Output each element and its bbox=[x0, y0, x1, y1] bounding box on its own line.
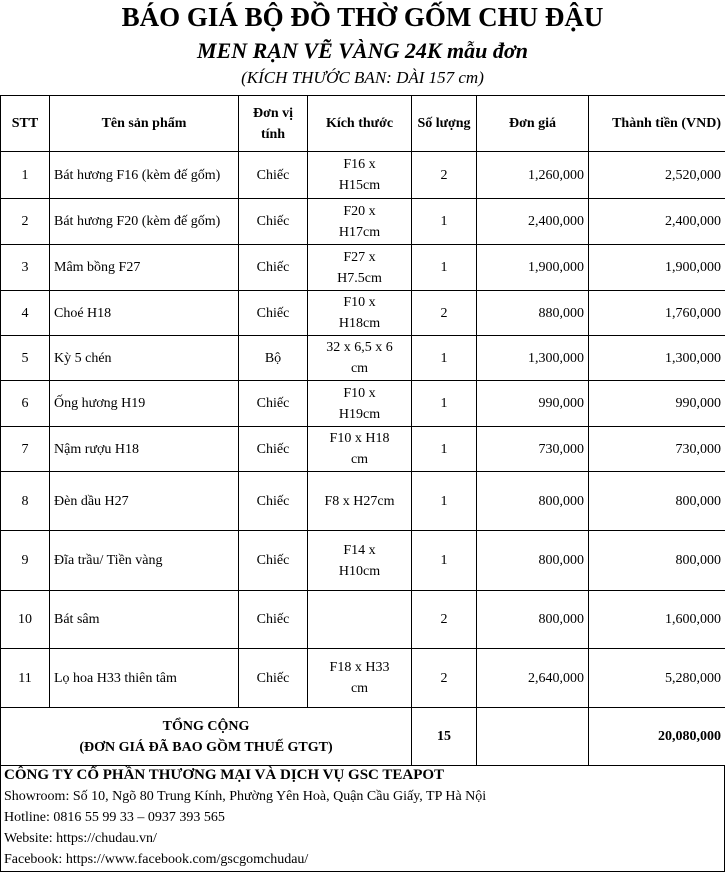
table-row bbox=[1, 531, 725, 591]
cell-size: F27 x H7.5cm bbox=[308, 245, 412, 291]
cell-price: 800,000 bbox=[477, 472, 589, 531]
cell-price: 1,260,000 bbox=[477, 152, 589, 199]
cell-stt: 7 bbox=[1, 427, 50, 472]
cell-size: 32 x 6,5 x 6 cm bbox=[308, 336, 412, 381]
cell-name: Nậm rượu H18 bbox=[50, 427, 239, 472]
cell-price: 800,000 bbox=[477, 531, 589, 591]
cell-qty: 1 bbox=[412, 245, 477, 291]
cell-name: Bát hương F20 (kèm đế gốm) bbox=[50, 199, 239, 245]
cell-price: 800,000 bbox=[477, 591, 589, 649]
cell-unit: Chiếc bbox=[239, 649, 308, 708]
header-size: Kích thước bbox=[308, 96, 412, 152]
table-row bbox=[1, 591, 725, 649]
cell-price: 1,300,000 bbox=[477, 336, 589, 381]
total-row bbox=[1, 708, 725, 766]
cell-size: F18 x H33 cm bbox=[308, 649, 412, 708]
header-total: Thành tiền (VND) bbox=[589, 96, 725, 152]
cell-stt: 2 bbox=[1, 199, 50, 245]
cell-total: 1,760,000 bbox=[589, 291, 725, 336]
cell-price: 730,000 bbox=[477, 427, 589, 472]
company-name: CÔNG TY CỔ PHẦN THƯƠNG MẠI VÀ DỊCH VỤ GSC TEAPOT bbox=[4, 767, 445, 783]
cell-unit: Chiếc bbox=[239, 152, 308, 199]
cell-name: Lọ hoa H33 thiên tâm bbox=[50, 649, 239, 708]
cell-qty: 1 bbox=[412, 427, 477, 472]
cell-qty: 1 bbox=[412, 336, 477, 381]
cell-qty: 1 bbox=[412, 472, 477, 531]
cell-total: 2,400,000 bbox=[589, 199, 725, 245]
company-footer bbox=[0, 765, 725, 872]
cell-stt: 6 bbox=[1, 381, 50, 427]
cell-qty: 2 bbox=[412, 291, 477, 336]
cell-unit: Chiếc bbox=[239, 472, 308, 531]
cell-stt: 1 bbox=[1, 152, 50, 199]
cell-total: 2,520,000 bbox=[589, 152, 725, 199]
table-row bbox=[1, 152, 725, 199]
cell-size: F14 x H10cm bbox=[308, 531, 412, 591]
cell-name: Đèn dầu H27 bbox=[50, 472, 239, 531]
total-price-empty bbox=[477, 708, 589, 766]
size-note: (KÍCH THƯỚC BAN: DÀI 157 cm) bbox=[241, 68, 484, 87]
page-subtitle: MEN RẠN VẼ VÀNG 24K mẫu đơn bbox=[197, 38, 528, 63]
cell-stt: 11 bbox=[1, 649, 50, 708]
cell-size bbox=[308, 591, 412, 649]
table-row bbox=[1, 199, 725, 245]
cell-qty: 1 bbox=[412, 531, 477, 591]
total-label-line1: TỔNG CỘNG bbox=[162, 718, 250, 734]
total-label bbox=[1, 708, 412, 766]
cell-qty: 2 bbox=[412, 152, 477, 199]
cell-size: F10 x H18cm bbox=[308, 291, 412, 336]
cell-price: 990,000 bbox=[477, 381, 589, 427]
header-qty: Số lượng bbox=[412, 96, 477, 152]
cell-stt: 9 bbox=[1, 531, 50, 591]
facebook-link[interactable]: Facebook: https://www.facebook.com/gscgomchudau/ bbox=[4, 852, 309, 867]
cell-unit: Chiếc bbox=[239, 245, 308, 291]
price-table bbox=[0, 95, 725, 766]
website-link[interactable]: Website: https://chudau.vn/ bbox=[4, 831, 157, 846]
table-row bbox=[1, 649, 725, 708]
cell-total: 800,000 bbox=[589, 472, 725, 531]
cell-size: F16 x H15cm bbox=[308, 152, 412, 199]
cell-stt: 4 bbox=[1, 291, 50, 336]
table-row bbox=[1, 381, 725, 427]
cell-unit: Chiếc bbox=[239, 591, 308, 649]
header-price: Đơn giá bbox=[477, 96, 589, 152]
cell-qty: 1 bbox=[412, 199, 477, 245]
cell-stt: 10 bbox=[1, 591, 50, 649]
cell-price: 2,640,000 bbox=[477, 649, 589, 708]
cell-total: 990,000 bbox=[589, 381, 725, 427]
cell-stt: 8 bbox=[1, 472, 50, 531]
cell-name: Kỳ 5 chén bbox=[50, 336, 239, 381]
showroom-address: Showroom: Số 10, Ngõ 80 Trung Kính, Phường Yên Hoà, Quận Cầu Giấy, TP Hà Nội bbox=[4, 789, 487, 804]
cell-total: 800,000 bbox=[589, 531, 725, 591]
table-row bbox=[1, 336, 725, 381]
cell-unit: Chiếc bbox=[239, 531, 308, 591]
hotline: Hotline: 0816 55 99 33 – 0937 393 565 bbox=[4, 810, 225, 825]
cell-stt: 3 bbox=[1, 245, 50, 291]
table-row bbox=[1, 472, 725, 531]
total-qty: 15 bbox=[412, 708, 477, 766]
cell-size: F20 x H17cm bbox=[308, 199, 412, 245]
cell-name: Choé H18 bbox=[50, 291, 239, 336]
cell-price: 1,900,000 bbox=[477, 245, 589, 291]
table-header-row bbox=[1, 96, 725, 152]
cell-total: 1,600,000 bbox=[589, 591, 725, 649]
cell-name: Bát hương F16 (kèm đế gốm) bbox=[50, 152, 239, 199]
cell-unit: Chiếc bbox=[239, 381, 308, 427]
cell-total: 730,000 bbox=[589, 427, 725, 472]
cell-name: Đĩa trầu/ Tiền vàng bbox=[50, 531, 239, 591]
cell-unit: Bộ bbox=[239, 336, 308, 381]
header-unit: Đơn vị tính bbox=[239, 96, 308, 152]
cell-total: 1,300,000 bbox=[589, 336, 725, 381]
cell-size: F10 x H18 cm bbox=[308, 427, 412, 472]
cell-name: Mâm bồng F27 bbox=[50, 245, 239, 291]
cell-size: F10 x H19cm bbox=[308, 381, 412, 427]
cell-price: 2,400,000 bbox=[477, 199, 589, 245]
cell-unit: Chiếc bbox=[239, 199, 308, 245]
cell-stt: 5 bbox=[1, 336, 50, 381]
table-row bbox=[1, 291, 725, 336]
cell-qty: 2 bbox=[412, 649, 477, 708]
cell-total: 1,900,000 bbox=[589, 245, 725, 291]
total-label-line2: (ĐƠN GIÁ ĐÃ BAO GỒM THUẾ GTGT) bbox=[79, 739, 333, 755]
cell-unit: Chiếc bbox=[239, 291, 308, 336]
grand-total: 20,080,000 bbox=[589, 708, 725, 766]
cell-name: Bát sâm bbox=[50, 591, 239, 649]
cell-qty: 1 bbox=[412, 381, 477, 427]
cell-total: 5,280,000 bbox=[589, 649, 725, 708]
page-title: BÁO GIÁ BỘ ĐỒ THỜ GỐM CHU ĐẬU bbox=[121, 2, 604, 32]
table-row bbox=[1, 427, 725, 472]
table-row bbox=[1, 245, 725, 291]
cell-size: F8 x H27cm bbox=[308, 472, 412, 531]
cell-qty: 2 bbox=[412, 591, 477, 649]
header-name: Tên sản phẩm bbox=[50, 96, 239, 152]
header-stt: STT bbox=[1, 96, 50, 152]
cell-price: 880,000 bbox=[477, 291, 589, 336]
cell-name: Ống hương H19 bbox=[50, 381, 239, 427]
cell-unit: Chiếc bbox=[239, 427, 308, 472]
